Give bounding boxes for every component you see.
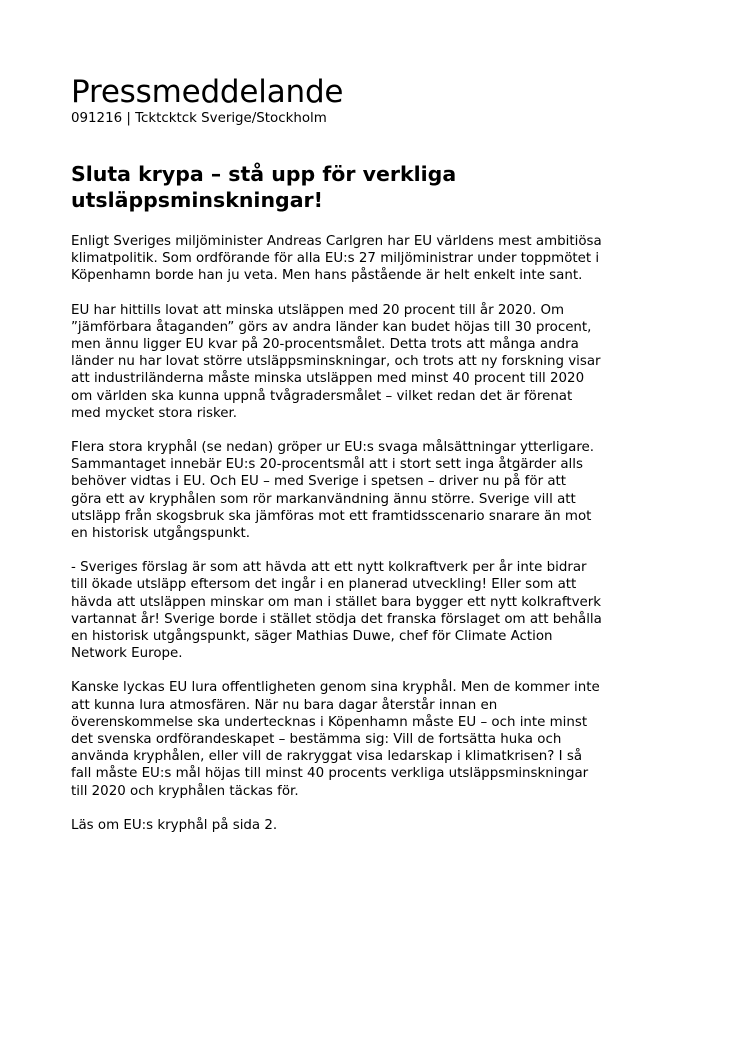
text-line: Kanske lyckas EU lura offentligheten genom sina kryphål. Men de kommer inte [71, 680, 600, 696]
text-line: göra ett av kryphålen som rör markanvändning ännu större. Sverige vill att [71, 491, 576, 507]
text-line: Köpenhamn borde han ju veta. Men hans påstående är helt enkelt inte sant. [71, 268, 583, 284]
paragraph-eu-target [71, 302, 675, 422]
text-line: klimatpolitik. Som ordförande för alla EU:s 27 miljöministrar under toppmötet i [71, 251, 600, 267]
text-line: det svenska ordförandeskapet – bestämma sig: Vill de fortsätta huka och [71, 732, 562, 748]
dateline: 091216 | Tcktcktck Sverige/Stockholm [71, 111, 327, 126]
text-line: - Sveriges förslag är som att hävda att ett nytt kolkraftverk per år inte bidrar [71, 560, 587, 576]
text-line: EU har hittills lovat att minska utsläppen med 20 procent till år 2020. Om [71, 302, 565, 318]
text-line: Enligt Sveriges miljöminister Andreas Carlgren har EU världens mest ambitiösa [71, 234, 602, 249]
text-line: vartannat år! Sverige borde i stället stödja det franska förslaget om att behålla [71, 611, 602, 627]
text-line: till ökade utsläpp eftersom det ingår i en planerad utveckling! Eller som att [71, 577, 577, 593]
press-release-page [71, 74, 675, 851]
text-line: hävda att utsläppen minskar om man i stället bara bygger ett nytt kolkraftverk [71, 594, 602, 610]
text-line: med mycket stora risker. [71, 405, 238, 421]
text-line: Sammantaget innebär EU:s 20-procentsmål att i stort sett inga åtgärder alls [71, 457, 583, 473]
paragraph-quote [71, 559, 675, 662]
text-line: länder nu har lovat större utsläppsminskningar, och trots att ny forskning visar [71, 354, 601, 370]
paragraph-conclusion [71, 679, 675, 799]
text-line: till 2020 och kryphålen täckas för. [71, 783, 299, 799]
text-line: utsläpp från skogsbruk ska jämföras mot ett framtidsscenario snarare än mot [71, 508, 592, 524]
text-line: att kunna lura atmosfären. När nu bara dagar återstår innan en [71, 697, 498, 713]
text-line: att industriländerna måste minska utsläppen med minst 40 procent till 2020 [71, 371, 585, 387]
text-line: behöver vidtas i EU. Och EU – med Sverige i spetsen – driver nu på för att [71, 474, 567, 490]
text-line: Network Europe. [71, 646, 183, 662]
text-line: ”jämförbara åtaganden” görs av andra länder kan budet höjas till 30 procent, [71, 319, 592, 335]
text-line: Flera stora kryphål (se nedan) gröper ur EU:s svaga målsättningar ytterligare. [71, 440, 595, 456]
text-line: använda kryphålen, eller vill de rakryggat visa ledarskap i klimatkrisen? I så [71, 749, 583, 765]
text-line: Läs om EU:s kryphål på sida 2. [71, 817, 278, 833]
text-line: en historisk utgångspunkt. [71, 526, 250, 542]
body-text [71, 233, 675, 834]
text-line: men ännu ligger EU kvar på 20-procentsmålet. Detta trots att många andra [71, 337, 579, 353]
text-line: om världen ska kunna uppnå tvågradersmålet – vilket redan det är förenat [71, 388, 573, 404]
headline: Sluta krypa – stå upp för verkliga utsläppsminskningar! [71, 162, 457, 212]
paragraph-loopholes [71, 439, 675, 542]
text-line: fall måste EU:s mål höjas till minst 40 procents verkliga utsläppsminskningar [71, 766, 589, 782]
paragraph-intro [71, 233, 675, 285]
paragraph-read-more [71, 817, 675, 834]
document-type-title: Pressmeddelande [71, 74, 344, 110]
text-line: överenskommelse ska undertecknas i Köpenhamn måste EU – och inte minst [71, 714, 588, 730]
text-line: en historisk utgångspunkt, säger Mathias Duwe, chef för Climate Action [71, 629, 553, 645]
